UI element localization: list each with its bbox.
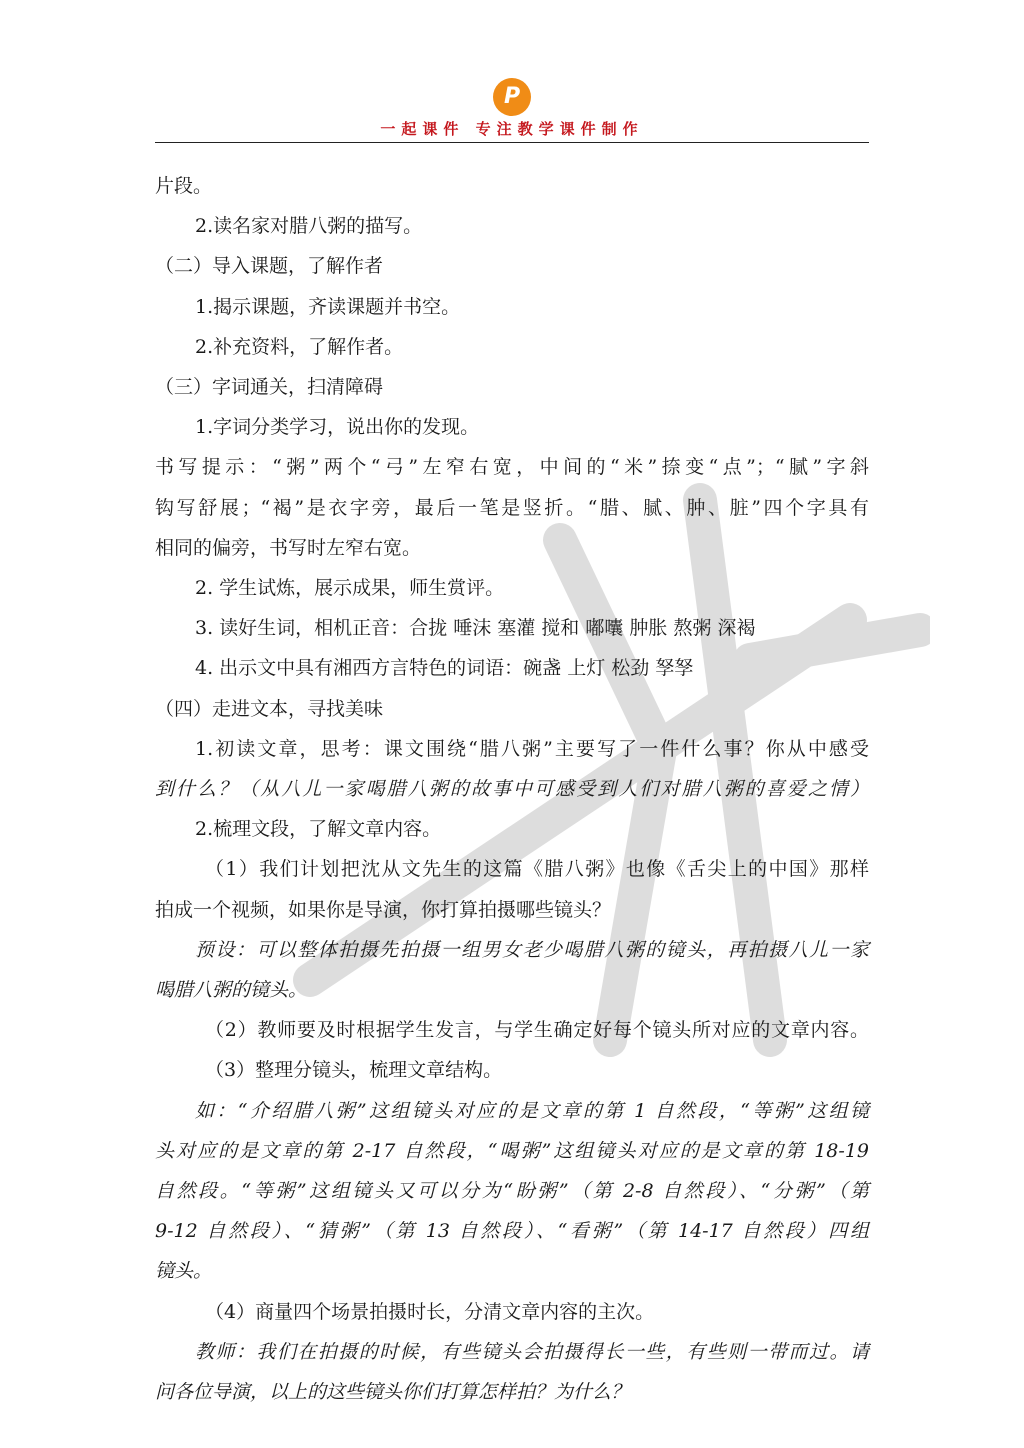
text-line: 2.读名家对腊八粥的描写。 xyxy=(195,215,423,238)
text-line: 书写提示：“粥”两个“弓”左窄右宽，中间的“米”捺变“点”；“腻”字斜 xyxy=(155,456,869,479)
text-line: 1.初读文章，思考：课文围绕“腊八粥”主要写了一件什么事？你从中感受 xyxy=(195,737,869,760)
text-line: 头对应的是文章的第 2-17 自然段，“喝粥”这组镜头对应的是文章的第 18-19 xyxy=(155,1139,869,1162)
text-line: 2. 学生试炼，展示成果，师生赏评。 xyxy=(195,577,505,600)
text-line: 镜头。 xyxy=(155,1260,213,1283)
text-line: 拍成一个视频，如果你是导演，你打算拍摄哪些镜头？ xyxy=(155,898,612,921)
text-line: （三）字词通关，扫清障碍 xyxy=(155,376,384,399)
text-line: （3）整理分镜头，梳理文章结构。 xyxy=(205,1059,503,1082)
text-line: 自然段。“等粥”这组镜头又可以分为“盼粥”（第 2-8 自然段）、“分粥”（第 xyxy=(155,1180,869,1203)
text-line: 2.补充资料，了解作者。 xyxy=(195,335,404,358)
text-line: 9-12 自然段）、“猜粥”（第 13 自然段）、“看粥”（第 14-17 自然段）四组 xyxy=(155,1220,869,1243)
text-line: （2）教师要及时根据学生发言，与学生确定好每个镜头所对应的文章内容。 xyxy=(205,1019,869,1042)
text-line: 预设：可以整体拍摄先拍摄一组男女老少喝腊八粥的镜头，再拍摄八儿一家 xyxy=(195,938,869,961)
header-slogan: 一起课件 专注教学课件制作 xyxy=(380,120,644,138)
text-line: （4）商量四个场景拍摄时长，分清文章内容的主次。 xyxy=(205,1300,655,1323)
text-line: 问各位导演，以上的这些镜头你们打算怎样拍？为什么？ xyxy=(155,1381,631,1404)
text-line: 3. 读好生词，相机正音：合拢 唾沫 塞灌 搅和 嘟囔 肿胀 熬粥 深褐 xyxy=(195,617,756,640)
text-line: 片段。 xyxy=(155,175,213,197)
text-line: （二）导入课题，了解作者 xyxy=(155,255,384,278)
page-header xyxy=(155,70,869,144)
text-line: 如：“介绍腊八粥”这组镜头对应的是文章的第 1 自然段，“等粥”这组镜 xyxy=(195,1099,869,1122)
text-line: 钩写舒展；“褐”是衣字旁，最后一笔是竖折。“腊、腻、肿、脏”四个字具有 xyxy=(155,496,869,519)
text-line: 1.揭示课题，齐读课题并书空。 xyxy=(195,295,461,318)
header-divider xyxy=(155,142,869,143)
text-line: 到什么？（从八儿一家喝腊八粥的故事中可感受到人们对腊八粥的喜爱之情） xyxy=(155,778,869,801)
text-line: 喝腊八粥的镜头。 xyxy=(155,979,308,1002)
logo xyxy=(493,78,531,116)
text-line: （1）我们计划把沈从文先生的这篇《腊八粥》也像《舌尖上的中国》那样 xyxy=(205,858,869,881)
text-line: 教师：我们在拍摄的时候，有些镜头会拍摄得长一些，有些则一带而过。请 xyxy=(195,1340,869,1363)
text-line: 4. 出示文中具有湘西方言特色的词语：碗盏 上灯 松劲 孥孥 xyxy=(195,657,694,680)
text-line: 2.梳理文段，了解文章内容。 xyxy=(195,818,442,841)
text-line: 相同的偏旁，书写时左窄右宽。 xyxy=(155,536,422,559)
logo-letter: P xyxy=(503,84,521,109)
text-line: （四）走进文本，寻找美味 xyxy=(155,697,384,720)
text-line: 1.字词分类学习，说出你的发现。 xyxy=(195,416,480,439)
document-body xyxy=(155,166,869,1412)
